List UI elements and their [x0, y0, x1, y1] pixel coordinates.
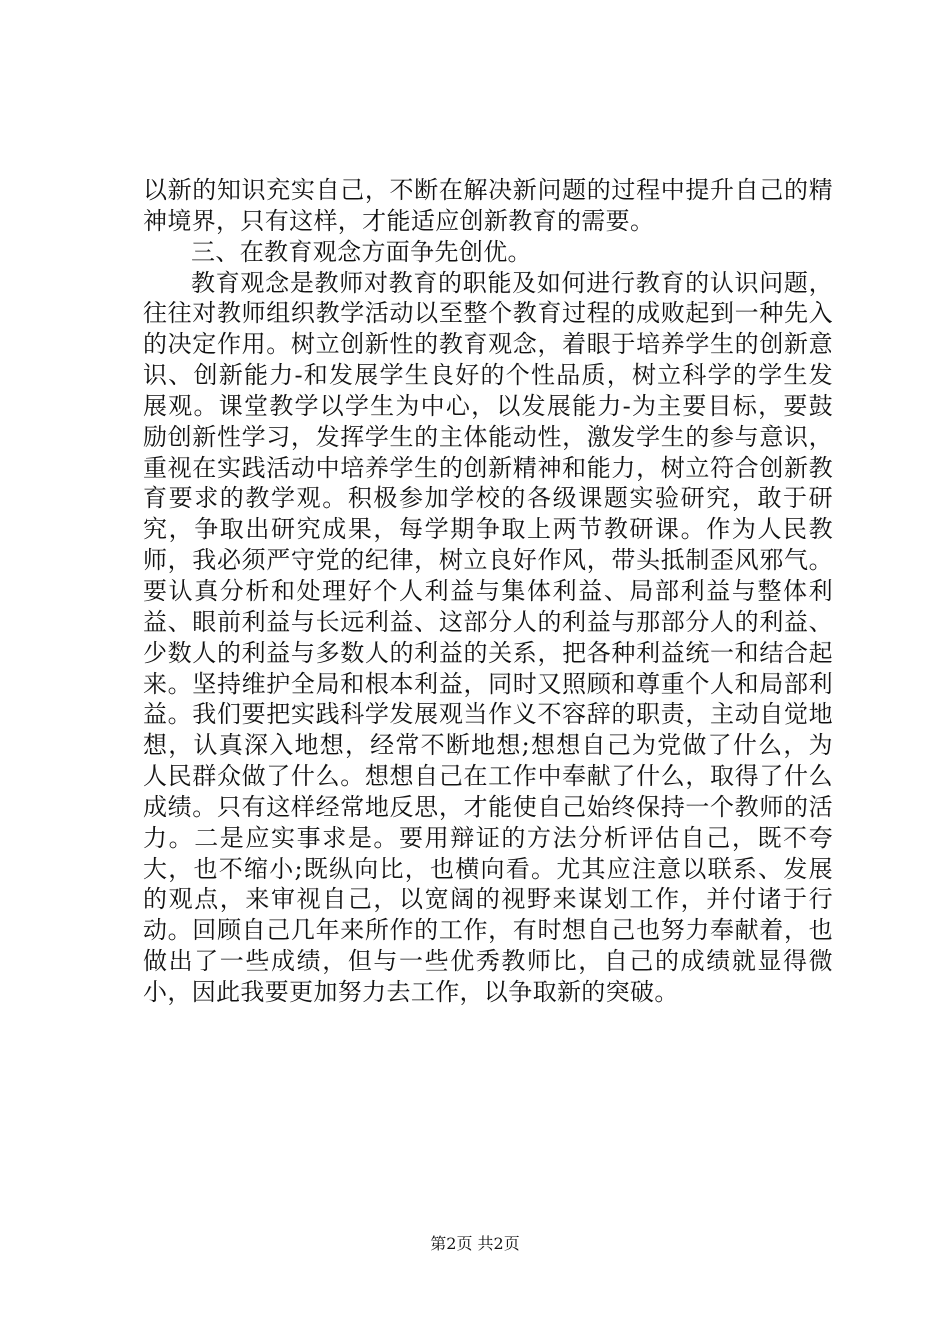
page-number-footer: 第2页 共2页 [430, 1234, 520, 1253]
section-heading: 三、在教育观念方面争先创优。 [191, 237, 532, 266]
document-body [143, 175, 833, 1008]
paragraph-continuation: 以新的知识充实自己，不断在解决新问题的过程中提升自己的精神境界，只有这样，才能适应创新教育的需要。 [143, 176, 833, 235]
paragraph-education-concept: 教育观念是教师对教育的职能及如何进行教育的认识问题，往往对教师组织教学活动以至整个教育过程的成败起到一种先入的决定作用。树立创新性的教育观念，着眼于培养学生的创新意识、创新能力-和发展学生良好的个性品质，树立科学的学生发展观。课堂教学以学生为中心，以发展能力-为主要目标，要鼓励创新性学习，发挥学生的主体能动性，激发学生的参与意识，重视在实践活动中培养学生的创新精神和能力，树立符合创新教育要求的教学观。积极参加学校的各级课题实验研究，敢于研究，争取出研究成果，每学期争取上两节教研课。作为人民教师，我必须严守党的纪律，树立良好作风，带头抵制歪风邪气。要认真分析和处理好个人利益与集体利益、局部利益与整体利益、眼前利益与长远利益、这部分人的利益与那部分人的利益、少数人的利益与多数人的利益的关系，把各种利益统一和结合起来。坚持维护全局和根本利益，同时又照顾和尊重个人和局部利益。我们要把实践科学发展观当作义不容辞的职责，主动自觉地想，认真深入地想，经常不断地想;想想自己为党做了什么，为人民群众做了什么。想想自己在工作中奉献了什么，取得了什么成绩。只有这样经常地反思，才能使自己始终保持一个教师的活力。二是应实事求是。要用辩证的方法分析评估自己，既不夸大，也不缩小;既纵向比，也横向看。尤其应注意以联系、发展的观点，来审视自己，以宽阔的视野来谋划工作，并付诸于行动。回顾自己几年来所作的工作，有时想自己也努力奉献着，也做出了一些成绩，但与一些优秀教师比，自己的成绩就显得微小，因此我要更加努力去工作，以争取新的突破。 [143, 268, 833, 1006]
